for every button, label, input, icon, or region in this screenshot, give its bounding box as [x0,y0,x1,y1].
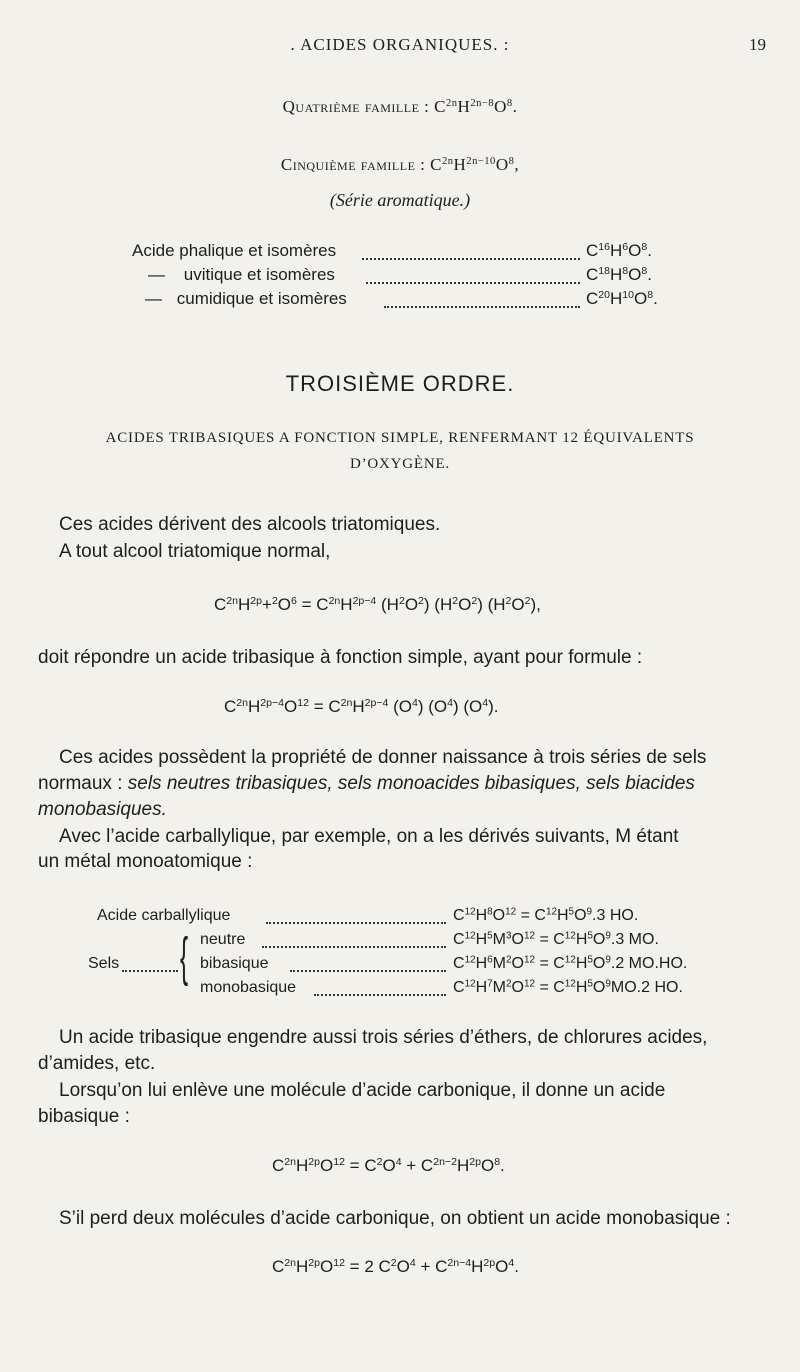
paragraph-line: monobasiques. [38,799,167,820]
acide-name: cumidique et isomères [176,289,347,308]
paragraph-line: Avec l’acide carballylique, par exemple, on a les dérivés suivants, M étant [59,826,679,847]
dot-leader [122,970,178,972]
table-row-formula: $C^{12}H^7M^2O^{12} = C^{12}H^5O^9MO.2$ HO. [453,978,683,996]
list-item [148,265,335,285]
dot-leader [384,306,580,308]
paragraph-line: Ces acides dérivent des alcools triatomiques. [59,514,441,535]
formula-monobasique: $C^{2n}H^{2p}O^{12} = 2$ $C^2O^4 + C^{2n-4}H^{2p}O^4$. [272,1257,519,1276]
cinquieme-famille [0,155,800,175]
formula-bibasique: $C^{2n}H^{2p}O^{12} = C^2O^4 + C^{2n-2}H^{2p}O^8$. [272,1156,505,1175]
paragraph-line: Un acide tribasique engendre aussi trois séries d’éthers, de chlorures acides, [59,1027,708,1048]
dot-leader [262,946,446,948]
dot-leader [314,994,446,996]
famille-label: Quatrième famille : [282,97,430,116]
table-row-name: monobasique [200,979,297,996]
paragraph-line: bibasique : [38,1106,130,1127]
brace-icon: { [180,927,189,987]
serie-aromatique: (Série aromatique.) [329,190,471,210]
acide-formula: $C^{18}H^8O^8$. [586,265,652,284]
paragraph-line: S’il perd deux molécules d’acide carbonique, on obtient un acide monobasique : [59,1208,731,1229]
paragraph-line: Lorsqu’on lui enlève une molécule d’acide carbonique, il donne un acide [59,1080,666,1101]
order-subtitle-line1: ACIDES TRIBASIQUES A FONCTION SIMPLE, RENFERMANT 12 ÉQUIVALENTS [105,430,695,446]
acide-formula: $C^{16}H^6O^8$. [586,241,652,260]
table-row-name: bibasique [200,955,269,972]
formula-alcool: $C^{2n}H^{2p}+^2O^6 = C^{2n}H^{2p-4}$ $(H^2O^2)$ $(H^2O^2)$ $(H^2O^2)$, [214,595,541,614]
table-row-formula: $C^{12}H^5M^3O^{12} = C^{12}H^5O^9.3$ MO. [453,930,659,948]
famille-formula: $C^{2n}H^{2n-8}O^8$. [434,97,518,116]
list-item [132,241,336,261]
page-number: 19 [749,35,766,54]
famille-label: Cinquième famille : [280,155,426,174]
dot-leader [362,258,580,260]
order-subtitle-line2: D’OXYGÈNE. [349,456,451,472]
formula-acide: $C^{2n}H^{2p-4}O^{12} = C^{2n}H^{2p-4}$ $(O^4)$ $(O^4)$ $(O^4)$. [224,697,499,716]
quatrieme-famille [0,97,800,117]
table-sels-label: Sels [88,955,120,972]
list-item [145,289,347,309]
famille-formula: $C^{2n}H^{2n-10}O^8$, [430,155,520,174]
paragraph-line: d’amides, etc. [38,1053,156,1074]
acide-prefix: — [145,289,162,308]
table-acide-formula: $C^{12}H^8O^{12} = C^{12}H^5O^9.3$ HO. [453,906,639,924]
dot-leader [290,970,446,972]
paragraph-line: doit répondre un acide tribasique à fonction simple, ayant pour formule : [38,647,643,668]
running-header: . ACIDES ORGANIQUES. : [290,35,510,54]
acide-name: uvitique et isomères [183,265,335,284]
dot-leader [266,922,446,924]
acide-name: phalique et isomères [179,241,337,260]
paragraph-line: Ces acides possèdent la propriété de donner naissance à trois séries de sels [59,747,707,768]
dot-leader [366,282,580,284]
table-acide-label: Acide carballylique [97,907,231,924]
paragraph-line: A tout alcool triatomique normal, [59,541,331,562]
table-row-formula: $C^{12}H^6M^2O^{12} = C^{12}H^5O^9.2$ MO.HO. [453,954,688,972]
acide-prefix: — [148,265,165,284]
paragraph-line: normaux : sels neutres tribasiques, sels monoacides bibasiques, sels biacides [38,773,695,794]
table-row-name: neutre [200,931,246,948]
order-title: TROISIÈME ORDRE. [285,371,515,396]
paragraph-line: un métal monoatomique : [38,851,253,872]
acide-formula: $C^{20}H^{10}O^8$. [586,289,658,308]
acide-prefix: Acide [132,241,175,260]
